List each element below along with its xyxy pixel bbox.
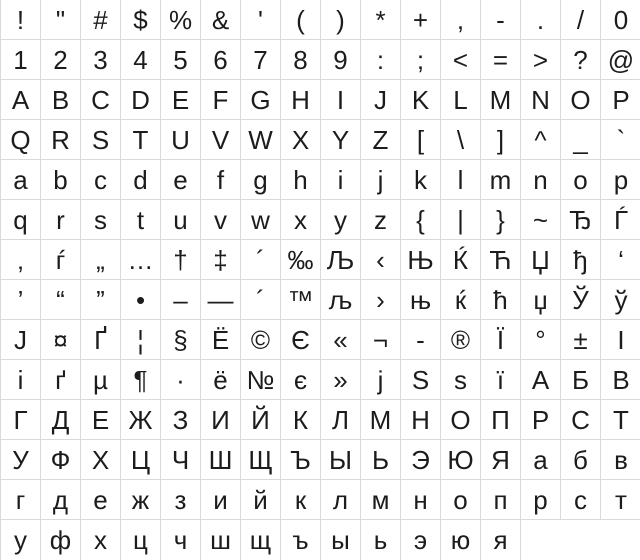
- glyph-cell[interactable]: z: [361, 200, 401, 240]
- glyph-cell[interactable]: њ: [401, 280, 441, 320]
- glyph-cell[interactable]: {: [401, 200, 441, 240]
- glyph-cell[interactable]: h: [281, 160, 321, 200]
- glyph-cell[interactable]: І: [601, 320, 640, 360]
- glyph-cell[interactable]: ѕ: [441, 360, 481, 400]
- glyph-cell[interactable]: [: [401, 120, 441, 160]
- glyph-cell[interactable]: в: [601, 440, 640, 480]
- glyph-cell[interactable]: ”: [81, 280, 121, 320]
- glyph-cell[interactable]: з: [161, 480, 201, 520]
- glyph-cell[interactable]: Д: [41, 400, 81, 440]
- glyph-cell[interactable]: ђ: [561, 240, 601, 280]
- glyph-cell[interactable]: ‹: [361, 240, 401, 280]
- glyph-cell[interactable]: Ч: [161, 440, 201, 480]
- glyph-cell[interactable]: с: [561, 480, 601, 520]
- glyph-cell[interactable]: №: [241, 360, 281, 400]
- glyph-cell[interactable]: ї: [481, 360, 521, 400]
- glyph-cell[interactable]: Ы: [321, 440, 361, 480]
- glyph-cell[interactable]: Н: [401, 400, 441, 440]
- glyph-cell[interactable]: ъ: [281, 520, 321, 560]
- glyph-cell[interactable]: J: [361, 80, 401, 120]
- glyph-cell[interactable]: Ґ: [81, 320, 121, 360]
- glyph-cell[interactable]: я: [481, 520, 521, 560]
- glyph-cell[interactable]: р: [521, 480, 561, 520]
- glyph-cell[interactable]: џ: [521, 280, 561, 320]
- glyph-cell[interactable]: l: [441, 160, 481, 200]
- glyph-cell[interactable]: P: [601, 80, 640, 120]
- glyph-cell[interactable]: t: [121, 200, 161, 240]
- glyph-cell[interactable]: µ: [81, 360, 121, 400]
- glyph-cell[interactable]: j: [361, 160, 401, 200]
- glyph-cell[interactable]: %: [161, 0, 201, 40]
- glyph-cell[interactable]: K: [401, 80, 441, 120]
- glyph-cell[interactable]: Џ: [521, 240, 561, 280]
- glyph-cell[interactable]: ': [241, 0, 281, 40]
- glyph-cell[interactable]: \: [441, 120, 481, 160]
- glyph-cell[interactable]: (: [281, 0, 321, 40]
- glyph-cell[interactable]: Ј: [1, 320, 41, 360]
- glyph-cell[interactable]: л: [321, 480, 361, 520]
- glyph-cell[interactable]: -: [401, 320, 441, 360]
- glyph-cell[interactable]: З: [161, 400, 201, 440]
- glyph-cell[interactable]: c: [81, 160, 121, 200]
- glyph-cell[interactable]: ф: [41, 520, 81, 560]
- glyph-cell[interactable]: &: [201, 0, 241, 40]
- glyph-cell[interactable]: R: [41, 120, 81, 160]
- glyph-cell[interactable]: 2: [41, 40, 81, 80]
- glyph-cell[interactable]: э: [401, 520, 441, 560]
- glyph-cell[interactable]: B: [41, 80, 81, 120]
- glyph-cell[interactable]: °: [521, 320, 561, 360]
- glyph-cell[interactable]: Ц: [121, 440, 161, 480]
- glyph-cell[interactable]: g: [241, 160, 281, 200]
- glyph-cell[interactable]: -: [481, 0, 521, 40]
- glyph-cell[interactable]: •: [121, 280, 161, 320]
- glyph-cell[interactable]: г: [1, 480, 41, 520]
- glyph-cell[interactable]: ј: [361, 360, 401, 400]
- glyph-cell[interactable]: *: [361, 0, 401, 40]
- glyph-cell[interactable]: Е: [81, 400, 121, 440]
- glyph-cell[interactable]: ѓ: [41, 240, 81, 280]
- glyph-cell[interactable]: Ь: [361, 440, 401, 480]
- glyph-cell[interactable]: й: [241, 480, 281, 520]
- glyph-cell[interactable]: ?: [561, 40, 601, 80]
- glyph-cell[interactable]: Њ: [401, 240, 441, 280]
- glyph-cell[interactable]: H: [281, 80, 321, 120]
- glyph-cell[interactable]: ·: [161, 360, 201, 400]
- glyph-cell[interactable]: |: [441, 200, 481, 240]
- glyph-cell[interactable]: А: [521, 360, 561, 400]
- glyph-cell[interactable]: п: [481, 480, 521, 520]
- glyph-cell[interactable]: ¶: [121, 360, 161, 400]
- glyph-cell[interactable]: Ъ: [281, 440, 321, 480]
- glyph-cell[interactable]: m: [481, 160, 521, 200]
- glyph-cell[interactable]: W: [241, 120, 281, 160]
- glyph-cell[interactable]: ‚: [1, 240, 41, 280]
- glyph-cell[interactable]: ]: [481, 120, 521, 160]
- glyph-cell[interactable]: а: [521, 440, 561, 480]
- glyph-cell[interactable]: Z: [361, 120, 401, 160]
- glyph-cell[interactable]: ќ: [441, 280, 481, 320]
- glyph-cell[interactable]: _: [561, 120, 601, 160]
- glyph-cell[interactable]: ,: [441, 0, 481, 40]
- glyph-cell[interactable]: Y: [321, 120, 361, 160]
- glyph-cell[interactable]: Љ: [321, 240, 361, 280]
- glyph-cell[interactable]: е: [81, 480, 121, 520]
- glyph-cell[interactable]: U: [161, 120, 201, 160]
- glyph-cell[interactable]: 6: [201, 40, 241, 80]
- glyph-cell[interactable]: <: [441, 40, 481, 80]
- glyph-cell[interactable]: у: [1, 520, 41, 560]
- glyph-cell[interactable]: N: [521, 80, 561, 120]
- glyph-cell[interactable]: C: [81, 80, 121, 120]
- glyph-cell[interactable]: Щ: [241, 440, 281, 480]
- glyph-cell[interactable]: u: [161, 200, 201, 240]
- glyph-cell[interactable]: X: [281, 120, 321, 160]
- glyph-cell[interactable]: Л: [321, 400, 361, 440]
- glyph-cell[interactable]: >: [521, 40, 561, 80]
- glyph-cell[interactable]: v: [201, 200, 241, 240]
- glyph-cell[interactable]: И: [201, 400, 241, 440]
- glyph-cell[interactable]: є: [281, 360, 321, 400]
- glyph-cell[interactable]: o: [561, 160, 601, 200]
- glyph-cell[interactable]: ´: [241, 280, 281, 320]
- glyph-cell[interactable]: y: [321, 200, 361, 240]
- glyph-cell[interactable]: н: [401, 480, 441, 520]
- glyph-cell[interactable]: ‰: [281, 240, 321, 280]
- glyph-cell[interactable]: V: [201, 120, 241, 160]
- glyph-cell[interactable]: ¦: [121, 320, 161, 360]
- glyph-cell[interactable]: В: [601, 360, 640, 400]
- glyph-cell[interactable]: A: [1, 80, 41, 120]
- glyph-cell[interactable]: …: [121, 240, 161, 280]
- glyph-cell[interactable]: .: [521, 0, 561, 40]
- glyph-cell[interactable]: ´: [241, 240, 281, 280]
- glyph-cell[interactable]: Б: [561, 360, 601, 400]
- glyph-cell[interactable]: ю: [441, 520, 481, 560]
- glyph-cell[interactable]: ›: [361, 280, 401, 320]
- glyph-cell[interactable]: §: [161, 320, 201, 360]
- glyph-cell[interactable]: Є: [281, 320, 321, 360]
- glyph-cell[interactable]: —: [201, 280, 241, 320]
- glyph-cell[interactable]: Й: [241, 400, 281, 440]
- glyph-cell[interactable]: ё: [201, 360, 241, 400]
- glyph-cell[interactable]: ы: [321, 520, 361, 560]
- glyph-cell[interactable]: M: [481, 80, 521, 120]
- glyph-cell[interactable]: ґ: [41, 360, 81, 400]
- glyph-cell[interactable]: Ш: [201, 440, 241, 480]
- glyph-cell[interactable]: E: [161, 80, 201, 120]
- glyph-cell[interactable]: +: [401, 0, 441, 40]
- glyph-cell[interactable]: T: [121, 120, 161, 160]
- glyph-cell[interactable]: =: [481, 40, 521, 80]
- glyph-cell[interactable]: 0: [601, 0, 640, 40]
- glyph-cell[interactable]: 3: [81, 40, 121, 80]
- glyph-cell[interactable]: Ё: [201, 320, 241, 360]
- glyph-cell[interactable]: ¤: [41, 320, 81, 360]
- glyph-cell[interactable]: М: [361, 400, 401, 440]
- glyph-cell[interactable]: `: [601, 120, 640, 160]
- glyph-cell[interactable]: †: [161, 240, 201, 280]
- glyph-cell[interactable]: ±: [561, 320, 601, 360]
- glyph-cell[interactable]: Ћ: [481, 240, 521, 280]
- glyph-cell[interactable]: ): [321, 0, 361, 40]
- glyph-cell[interactable]: :: [361, 40, 401, 80]
- glyph-cell[interactable]: О: [441, 400, 481, 440]
- glyph-cell[interactable]: ћ: [481, 280, 521, 320]
- glyph-cell[interactable]: 4: [121, 40, 161, 80]
- glyph-cell[interactable]: о: [441, 480, 481, 520]
- glyph-cell[interactable]: ": [41, 0, 81, 40]
- glyph-cell[interactable]: w: [241, 200, 281, 240]
- glyph-cell[interactable]: @: [601, 40, 640, 80]
- glyph-cell[interactable]: Ђ: [561, 200, 601, 240]
- glyph-cell[interactable]: м: [361, 480, 401, 520]
- glyph-cell[interactable]: К: [281, 400, 321, 440]
- glyph-cell[interactable]: S: [81, 120, 121, 160]
- glyph-cell[interactable]: У: [1, 440, 41, 480]
- glyph-cell[interactable]: ;: [401, 40, 441, 80]
- glyph-cell[interactable]: $: [121, 0, 161, 40]
- glyph-cell[interactable]: ч: [161, 520, 201, 560]
- glyph-cell[interactable]: љ: [321, 280, 361, 320]
- glyph-cell[interactable]: e: [161, 160, 201, 200]
- glyph-cell[interactable]: Э: [401, 440, 441, 480]
- glyph-cell[interactable]: Ф: [41, 440, 81, 480]
- glyph-cell[interactable]: х: [81, 520, 121, 560]
- glyph-cell[interactable]: Ю: [441, 440, 481, 480]
- glyph-cell[interactable]: Ї: [481, 320, 521, 360]
- glyph-cell[interactable]: Х: [81, 440, 121, 480]
- glyph-cell[interactable]: ц: [121, 520, 161, 560]
- glyph-cell[interactable]: a: [1, 160, 41, 200]
- glyph-cell[interactable]: –: [161, 280, 201, 320]
- glyph-cell[interactable]: к: [281, 480, 321, 520]
- glyph-cell[interactable]: k: [401, 160, 441, 200]
- glyph-cell[interactable]: n: [521, 160, 561, 200]
- glyph-cell[interactable]: П: [481, 400, 521, 440]
- glyph-cell[interactable]: L: [441, 80, 481, 120]
- glyph-cell[interactable]: #: [81, 0, 121, 40]
- glyph-cell[interactable]: G: [241, 80, 281, 120]
- glyph-cell[interactable]: щ: [241, 520, 281, 560]
- glyph-cell[interactable]: ж: [121, 480, 161, 520]
- glyph-cell[interactable]: ®: [441, 320, 481, 360]
- glyph-cell[interactable]: }: [481, 200, 521, 240]
- glyph-cell[interactable]: Ќ: [441, 240, 481, 280]
- glyph-cell[interactable]: ~: [521, 200, 561, 240]
- glyph-cell[interactable]: 1: [1, 40, 41, 80]
- glyph-cell[interactable]: 7: [241, 40, 281, 80]
- empty-cells: [521, 520, 640, 560]
- glyph-cell[interactable]: и: [201, 480, 241, 520]
- glyph-cell[interactable]: ш: [201, 520, 241, 560]
- glyph-cell[interactable]: i: [321, 160, 361, 200]
- glyph-cell[interactable]: ‘: [601, 240, 640, 280]
- glyph-cell[interactable]: ©: [241, 320, 281, 360]
- glyph-cell[interactable]: »: [321, 360, 361, 400]
- glyph-cell[interactable]: „: [81, 240, 121, 280]
- glyph-cell[interactable]: s: [81, 200, 121, 240]
- glyph-cell[interactable]: ь: [361, 520, 401, 560]
- glyph-cell[interactable]: Ў: [561, 280, 601, 320]
- glyph-cell[interactable]: F: [201, 80, 241, 120]
- glyph-cell[interactable]: f: [201, 160, 241, 200]
- glyph-cell[interactable]: r: [41, 200, 81, 240]
- glyph-cell[interactable]: Q: [1, 120, 41, 160]
- glyph-cell[interactable]: /: [561, 0, 601, 40]
- glyph-cell[interactable]: p: [601, 160, 640, 200]
- glyph-cell[interactable]: !: [1, 0, 41, 40]
- glyph-cell[interactable]: O: [561, 80, 601, 120]
- glyph-cell[interactable]: ў: [601, 280, 640, 320]
- glyph-cell[interactable]: ‡: [201, 240, 241, 280]
- glyph-cell[interactable]: Г: [1, 400, 41, 440]
- glyph-cell[interactable]: Я: [481, 440, 521, 480]
- glyph-cell[interactable]: ™: [281, 280, 321, 320]
- glyph-cell[interactable]: т: [601, 480, 640, 520]
- glyph-cell[interactable]: і: [1, 360, 41, 400]
- glyph-cell[interactable]: Т: [601, 400, 640, 440]
- glyph-cell[interactable]: ’: [1, 280, 41, 320]
- glyph-cell[interactable]: D: [121, 80, 161, 120]
- glyph-cell[interactable]: ^: [521, 120, 561, 160]
- glyph-cell[interactable]: ¬: [361, 320, 401, 360]
- glyph-cell[interactable]: «: [321, 320, 361, 360]
- glyph-cell[interactable]: x: [281, 200, 321, 240]
- glyph-cell[interactable]: q: [1, 200, 41, 240]
- glyph-cell[interactable]: 5: [161, 40, 201, 80]
- glyph-cell[interactable]: I: [321, 80, 361, 120]
- glyph-cell[interactable]: Ѕ: [401, 360, 441, 400]
- glyph-cell[interactable]: С: [561, 400, 601, 440]
- glyph-cell[interactable]: Ѓ: [601, 200, 640, 240]
- glyph-cell[interactable]: Ж: [121, 400, 161, 440]
- glyph-cell[interactable]: Р: [521, 400, 561, 440]
- glyph-cell[interactable]: 8: [281, 40, 321, 80]
- glyph-cell[interactable]: б: [561, 440, 601, 480]
- glyph-cell[interactable]: “: [41, 280, 81, 320]
- glyph-cell[interactable]: d: [121, 160, 161, 200]
- glyph-cell[interactable]: b: [41, 160, 81, 200]
- glyph-cell[interactable]: 9: [321, 40, 361, 80]
- glyph-cell[interactable]: д: [41, 480, 81, 520]
